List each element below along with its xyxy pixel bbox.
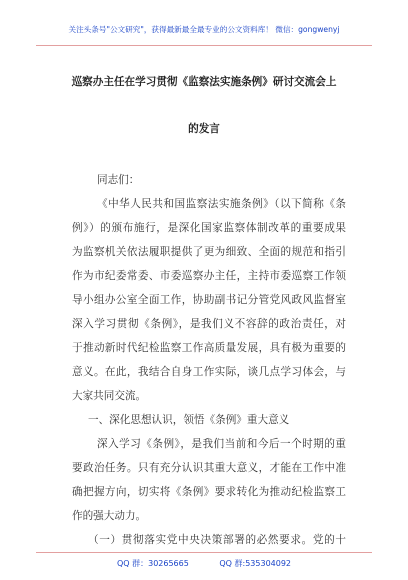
footer — [0, 558, 408, 569]
body-line: 作为市纪委常委、市委巡察办主任，主持市委巡察工作领 — [72, 270, 346, 282]
body-line: 为监察机关依法履职提供了更为细致、全面的规范和指引 — [72, 246, 346, 258]
body-line: 大家共同交流。 — [72, 390, 147, 402]
footer-qq-group-1: QQ 群：30265665 — [116, 559, 189, 568]
body-line: 例》）的颁布施行，是深化国家监察体制改革的重要成果 — [72, 222, 346, 234]
body-line: 确把握方向，切实将《条例》要求转化为推动纪检监察工 — [72, 486, 346, 498]
body-line: 于推动新时代纪检监察工作高质量发展，具有极为重要的 — [72, 342, 346, 354]
footer-qq-group-2: QQ 群:535304092 — [219, 559, 292, 568]
body-line: 深入学习贯彻《条例》，是我们义不容辞的政治责任，对 — [72, 318, 346, 330]
section-heading: 一、深化思想认识，领悟《条例》重大意义 — [88, 414, 290, 426]
header-divider — [36, 45, 372, 46]
footer-divider — [36, 552, 372, 553]
body-line: 《中华人民共和国监察法实施条例》（以下简称《条 — [97, 198, 346, 210]
body-line: 要政治任务。只有充分认识其重大意义，才能在工作中准 — [72, 462, 346, 474]
body-line: 导小组办公室全面工作，协助副书记分管党风政风监督室 — [72, 294, 346, 306]
body-line: 深入学习《条例》，是我们当前和今后一个时期的重 — [97, 438, 346, 450]
body-line: 作的强大动力。 — [72, 510, 147, 522]
document-title-line-1: 巡察办主任在学习贯彻《监察法实施条例》研讨交流会上 — [71, 76, 337, 88]
document-title-line-2: 的发言 — [188, 123, 220, 135]
salutation: 同志们： — [97, 174, 140, 186]
subsection-heading: （一）贯彻落实党中央决策部署的必然要求。党的十 — [88, 534, 346, 546]
body-line: 意义。在此，我结合自身工作实际，谈几点学习体会，与 — [72, 366, 346, 378]
header-banner: 关注头条号"公文研究"，获得最新最全最专业的公文资料库！ 微信：gongwenyj — [68, 25, 340, 34]
